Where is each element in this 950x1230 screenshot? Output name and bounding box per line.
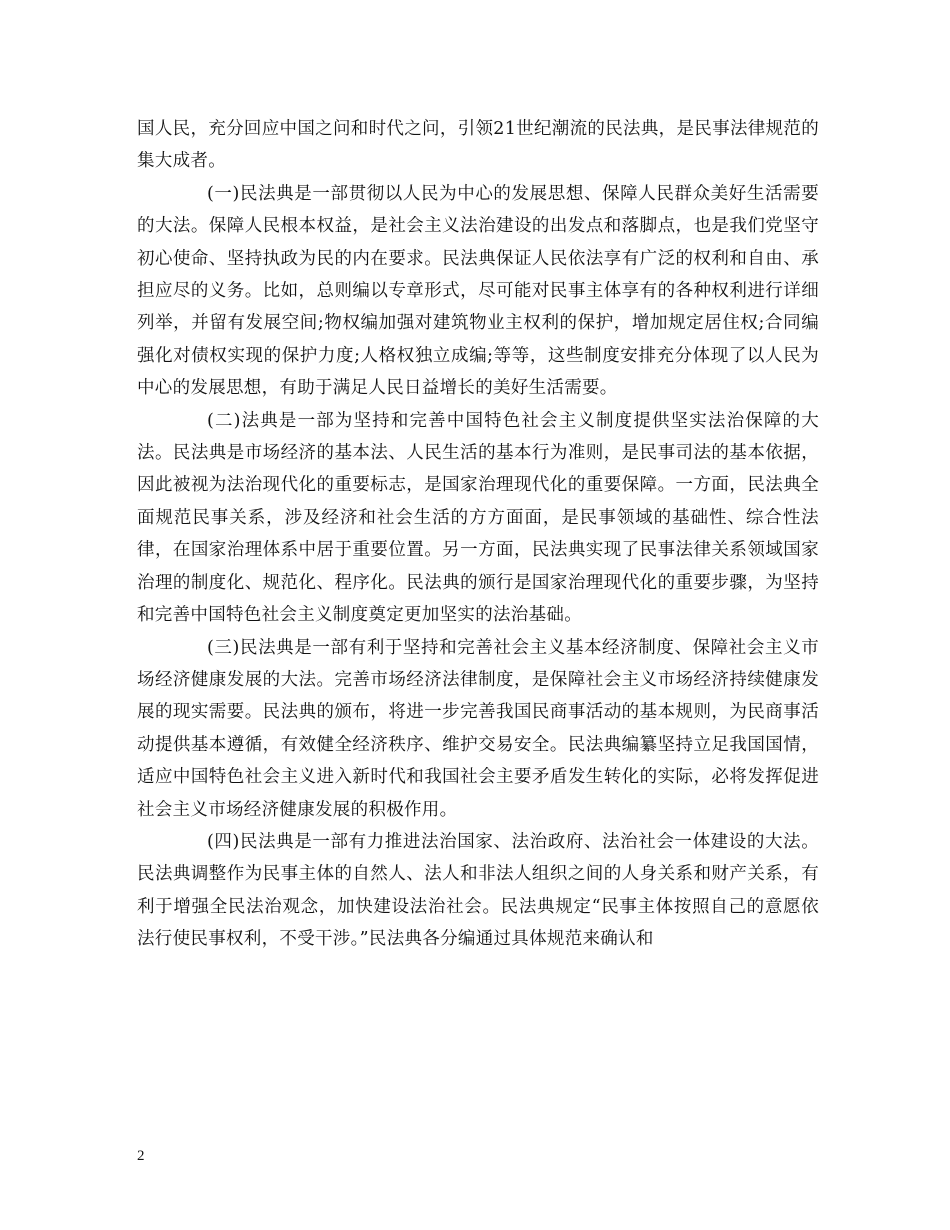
paragraph-continuation: 国人民，充分回应中国之问和时代之问，引领21世纪潮流的民法典，是民事法律规范的集大成者。 — [137, 119, 819, 172]
paragraph-section-1: (一)民法典是一部贯彻以人民为中心的发展思想、保障人民群众美好生活需要的大法。保障人民根本权益，是社会主义法治建设的出发点和落脚点，也是我们党坚守初心使命、坚持执政为民的内在要求。民法典保证人民依法享有广泛的权利和自由、承担应尽的义务。比如，总则编以专章形式，尽可能对民事主体享有的各种权利进行详细列举，并留有发展空间;物权编加强对建筑物业主权利的保护，增加规定居住权;合同编强化对债权实现的保护力度;人格权独立成编;等等，这些制度安排充分体现了以人民为中心的发展思想，有助于满足人民日益增长的美好生活需要。 — [137, 183, 819, 399]
paragraph-section-2: (二)法典是一部为坚持和完善中国特色社会主义制度提供坚实法治保障的大法。民法典是市场经济的基本法、人民生活的基本行为准则，是民事司法的基本依据，因此被视为法治现代化的重要标志，是国家治理现代化的重要保障。一方面，民法典全面规范民事关系，涉及经济和社会生活的方方面面，是民事领域的基础性、综合性法律，在国家治理体系中居于重要位置。另一方面，民法典实现了民事法律关系领域国家治理的制度化、规范化、程序化。民法典的颁行是国家治理现代化的重要步骤，为坚持和完善中国特色社会主义制度奠定更加坚实的法治基础。 — [137, 410, 819, 626]
paragraph-section-4: (四)民法典是一部有力推进法治国家、法治政府、法治社会一体建设的大法。民法典调整作为民事主体的自然人、法人和非法人组织之间的人身关系和财产关系，有利于增强全民法治观念，加快建设法治社会。民法典规定“民事主体按照自己的意愿依法行使民事权利，不受干涉。”民法典各分编通过具体规范来确认和 — [137, 831, 819, 950]
document-body — [137, 113, 819, 956]
paragraph-section-3: (三)民法典是一部有利于坚持和完善社会主义基本经济制度、保障社会主义市场经济健康发展的大法。完善市场经济法律制度，是保障社会主义市场经济持续健康发展的现实需要。民法典的颁布，将进一步完善我国民商事活动的基本规则，为民商事活动提供基本遵循，有效健全经济秩序、维护交易安全。民法典编纂坚持立足我国国情，适应中国特色社会主义进入新时代和我国社会主要矛盾发生转化的实际，必将发挥促进社会主义市场经济健康发展的积极作用。 — [137, 637, 819, 820]
page-number: 2 — [137, 1148, 145, 1164]
